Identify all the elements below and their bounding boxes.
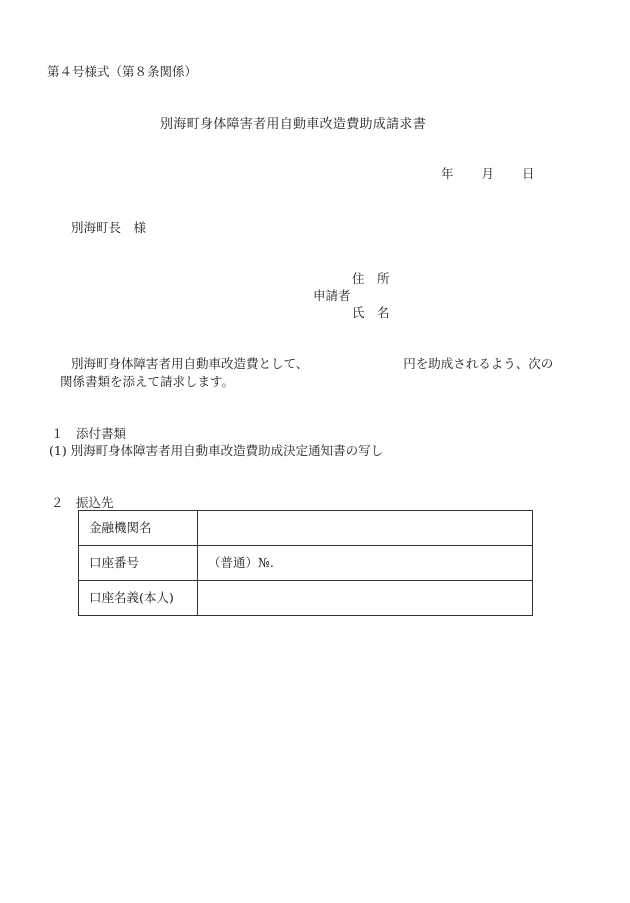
bank-name-value (198, 511, 533, 546)
name-label: 氏 名 (352, 305, 390, 320)
form-number: 第４号様式（第８条関係） (47, 64, 198, 79)
document-title: 別海町身体障害者用自動車改造費助成請求書 (160, 117, 427, 132)
account-holder-value (198, 581, 533, 616)
transfer-account-table (78, 510, 533, 616)
address-label: 住 所 (352, 271, 390, 286)
account-number-label: 口座番号 (79, 546, 198, 581)
table-row (79, 546, 533, 581)
transfer-destination-heading: ２ 振込先 (51, 495, 114, 510)
account-holder-label: 口座名義(本人) (79, 581, 198, 616)
date-day-label: 日 (522, 166, 535, 181)
request-text-line-1 (71, 358, 553, 371)
date-year-label: 年 (441, 166, 454, 181)
request-text-after-amount: 円を助成されるよう、次の (403, 356, 554, 371)
date-month-label: 月 (481, 166, 495, 181)
table-row (79, 511, 533, 546)
applicant-label: 申請者 (313, 288, 351, 303)
date-line (441, 168, 535, 181)
bank-name-label: 金融機関名 (79, 511, 198, 546)
addressee: 別海町長 様 (71, 220, 147, 235)
attachments-heading: １ 添付書類 (51, 426, 127, 441)
attachment-item: (1) 別海町身体障害者用自動車改造費助成決定通知書の写し (49, 443, 384, 458)
table-row (79, 581, 533, 616)
account-number-value: （普通）№. (198, 546, 533, 581)
request-text-line-2: 関係書類を添えて請求します。 (60, 374, 235, 389)
request-text-before-amount: 別海町身体障害者用自動車改造費として、 (71, 356, 309, 371)
